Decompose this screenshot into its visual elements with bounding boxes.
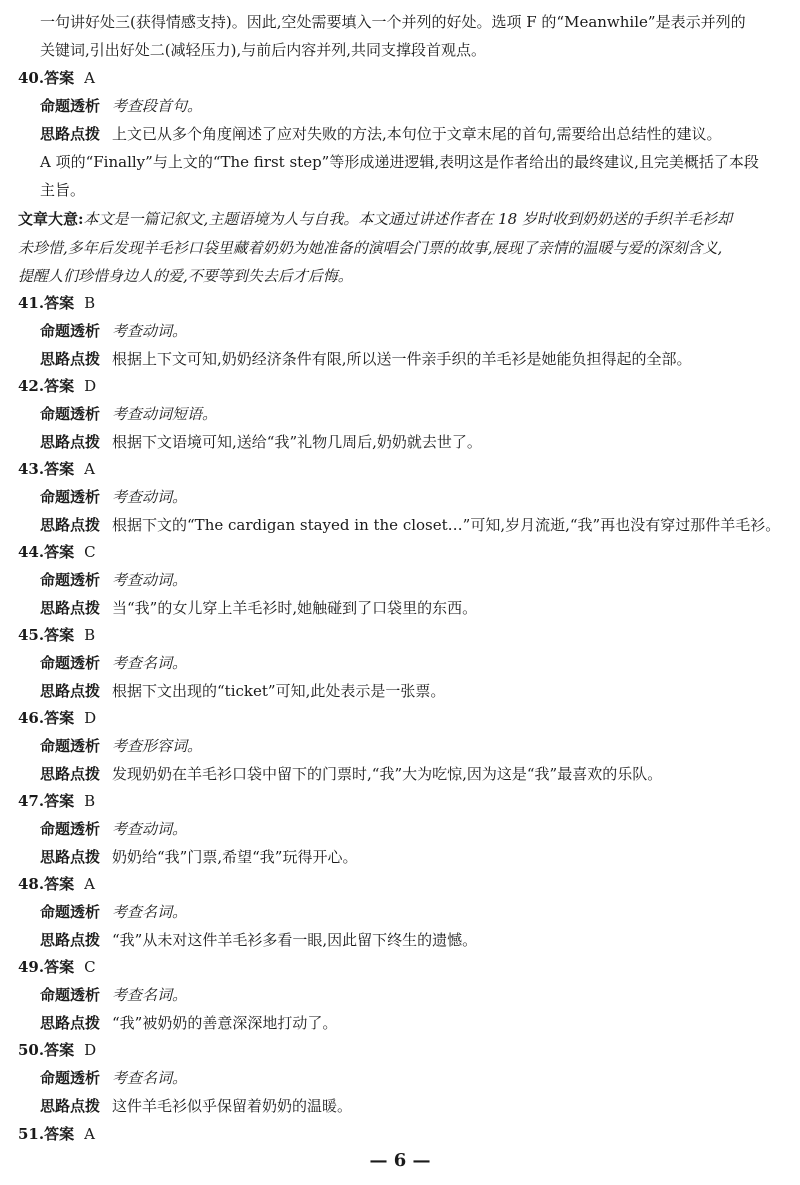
- item-answer-line: [18, 874, 95, 894]
- item-solution-line: [40, 764, 662, 784]
- summary-line-3: 提醒人们珍惜身边人的爱,不要等到失去后才后悔。: [18, 267, 353, 285]
- topic-label: 命题透析: [40, 737, 101, 755]
- solution-label: 思路点拨: [40, 1097, 101, 1115]
- q40-topic-line: [40, 96, 202, 116]
- question-number: 47.: [18, 792, 45, 810]
- q40-answer-line: [18, 68, 95, 88]
- question-number: 40.: [18, 69, 45, 87]
- item-topic-line: [40, 1068, 187, 1088]
- solution-text: “我”被奶奶的善意深深地打动了。: [112, 1014, 338, 1032]
- topic-text: 考查名词。: [112, 986, 188, 1004]
- item-answer-line: [18, 625, 95, 645]
- topic-label: 命题透析: [40, 654, 101, 672]
- solution-text: 上文已从多个角度阐述了应对失败的方法,本句位于文章末尾的首句,需要给出总结性的建议。: [112, 125, 722, 143]
- question-number: 45.: [18, 626, 45, 644]
- item-solution-line: [40, 598, 477, 618]
- answer-label: 答案: [44, 377, 75, 395]
- solution-label: 思路点拨: [40, 682, 101, 700]
- q40-solution-line-3: 主旨。: [40, 181, 86, 199]
- solution-text: 奶奶给“我”门票,希望“我”玩得开心。: [112, 848, 358, 866]
- topic-text: 考查名词。: [112, 654, 188, 672]
- topic-text: 考查动词。: [112, 488, 188, 506]
- topic-text: 考查动词。: [112, 820, 188, 838]
- item-solution-line: [40, 1013, 337, 1033]
- summary-text: 本文是一篇记叙文,主题语境为人与自我。本文通过讲述作者在 18 岁时收到奶奶送的手织羊毛衫却: [83, 210, 732, 228]
- answer-letter: D: [84, 377, 97, 395]
- item-topic-line: [40, 902, 187, 922]
- answer-label: 答案: [44, 543, 75, 561]
- item-answer-line: [18, 542, 96, 562]
- q40-solution-line-2: A 项的“Finally”与上文的“The first step”等形成递进逻辑,表明这是作者给出的最终建议,且完美概括了本段: [40, 153, 759, 171]
- item-solution-line: [40, 349, 692, 369]
- question-number: 42.: [18, 377, 45, 395]
- page-number: — 6 —: [369, 1150, 431, 1171]
- answer-letter: C: [84, 543, 96, 561]
- solution-label: 思路点拨: [40, 125, 101, 143]
- answer-label: 答案: [44, 875, 75, 893]
- q51-answer-line: [18, 1124, 95, 1144]
- item-topic-line: [40, 653, 187, 673]
- solution-label: 思路点拨: [40, 433, 101, 451]
- topic-label: 命题透析: [40, 405, 101, 423]
- topic-label: 命题透析: [40, 986, 101, 1004]
- topic-label: 命题透析: [40, 488, 101, 506]
- item-solution-line: [40, 847, 357, 867]
- item-solution-line: [40, 930, 477, 950]
- topic-text: 考查名词。: [112, 903, 188, 921]
- answer-letter: D: [84, 1041, 97, 1059]
- q40-solution-line-1: [40, 124, 722, 144]
- answer-label: 答案: [44, 958, 75, 976]
- item-answer-line: [18, 376, 96, 396]
- answer-letter: B: [84, 626, 96, 644]
- item-answer-line: [18, 1040, 96, 1060]
- continuation-line-2: 关键词,引出好处二(减轻压力),与前后内容并列,共同支撑段首观点。: [40, 41, 487, 59]
- solution-text: 这件羊毛衫似乎保留着奶奶的温暖。: [112, 1097, 353, 1115]
- answer-letter: D: [84, 709, 97, 727]
- summary-label: 文章大意:: [18, 210, 84, 228]
- solution-label: 思路点拨: [40, 516, 101, 534]
- item-solution-line: [40, 432, 482, 452]
- item-topic-line: [40, 819, 187, 839]
- answer-label: 答案: [44, 792, 75, 810]
- item-topic-line: [40, 404, 217, 424]
- item-topic-line: [40, 570, 187, 590]
- answer-letter: A: [84, 69, 95, 87]
- item-answer-line: [18, 791, 95, 811]
- question-number: 43.: [18, 460, 45, 478]
- answer-letter: C: [84, 958, 96, 976]
- item-solution-line: [40, 515, 780, 535]
- item-answer-line: [18, 957, 96, 977]
- answer-label: 答案: [44, 626, 75, 644]
- continuation-line-1: 一句讲好处三(获得情感支持)。因此,空处需要填入一个并列的好处。选项 F 的“Meanwhile”是表示并列的: [40, 13, 746, 31]
- question-number: 48.: [18, 875, 45, 893]
- solution-label: 思路点拨: [40, 350, 101, 368]
- item-solution-line: [40, 1096, 352, 1116]
- item-topic-line: [40, 985, 187, 1005]
- topic-label: 命题透析: [40, 903, 101, 921]
- question-number: 49.: [18, 958, 45, 976]
- topic-label: 命题透析: [40, 322, 101, 340]
- answer-letter: A: [84, 460, 95, 478]
- topic-label: 命题透析: [40, 571, 101, 589]
- topic-text: 考查动词。: [112, 322, 188, 340]
- topic-label: 命题透析: [40, 820, 101, 838]
- question-number: 41.: [18, 294, 45, 312]
- answer-letter: A: [84, 1125, 95, 1143]
- topic-label: 命题透析: [40, 97, 101, 115]
- summary-line-2: 未珍惜,多年后发现羊毛衫口袋里藏着奶奶为她准备的演唱会门票的故事,展现了亲情的温暖与爱的深刻含义,: [18, 239, 723, 257]
- solution-text: 当“我”的女儿穿上羊毛衫时,她触碰到了口袋里的东西。: [112, 599, 478, 617]
- item-topic-line: [40, 321, 187, 341]
- item-topic-line: [40, 736, 202, 756]
- item-solution-line: [40, 681, 445, 701]
- summary-line-1: [18, 209, 732, 229]
- item-answer-line: [18, 708, 96, 728]
- answer-label: 答案: [44, 294, 75, 312]
- question-number: 51.: [18, 1125, 45, 1143]
- topic-text: 考查动词。: [112, 571, 188, 589]
- item-answer-line: [18, 459, 95, 479]
- answer-label: 答案: [44, 460, 75, 478]
- solution-text: 发现奶奶在羊毛衫口袋中留下的门票时,“我”大为吃惊,因为这是“我”最喜欢的乐队。: [112, 765, 663, 783]
- answer-label: 答案: [44, 709, 75, 727]
- solution-label: 思路点拨: [40, 848, 101, 866]
- solution-label: 思路点拨: [40, 599, 101, 617]
- item-topic-line: [40, 487, 187, 507]
- answer-label: 答案: [44, 1125, 75, 1143]
- topic-label: 命题透析: [40, 1069, 101, 1087]
- solution-label: 思路点拨: [40, 1014, 101, 1032]
- solution-text: 根据上下文可知,奶奶经济条件有限,所以送一件亲手织的羊毛衫是她能负担得起的全部。: [112, 350, 692, 368]
- solution-text: 根据下文语境可知,送给“我”礼物几周后,奶奶就去世了。: [112, 433, 482, 451]
- question-number: 50.: [18, 1041, 45, 1059]
- question-number: 44.: [18, 543, 45, 561]
- answer-letter: B: [84, 294, 96, 312]
- solution-text: 根据下文的“The cardigan stayed in the closet…”可知,岁月流逝,“我”再也没有穿过那件羊毛衫。: [112, 516, 781, 534]
- question-number: 46.: [18, 709, 45, 727]
- answer-label: 答案: [44, 69, 75, 87]
- solution-label: 思路点拨: [40, 765, 101, 783]
- topic-text: 考查形容词。: [112, 737, 203, 755]
- answer-letter: A: [84, 875, 95, 893]
- topic-text: 考查段首句。: [112, 97, 203, 115]
- answer-label: 答案: [44, 1041, 75, 1059]
- topic-text: 考查动词短语。: [112, 405, 218, 423]
- topic-text: 考查名词。: [112, 1069, 188, 1087]
- item-answer-line: [18, 293, 95, 313]
- solution-text: “我”从未对这件羊毛衫多看一眼,因此留下终生的遗憾。: [112, 931, 478, 949]
- solution-label: 思路点拨: [40, 931, 101, 949]
- answer-letter: B: [84, 792, 96, 810]
- solution-text: 根据下文出现的“ticket”可知,此处表示是一张票。: [112, 682, 446, 700]
